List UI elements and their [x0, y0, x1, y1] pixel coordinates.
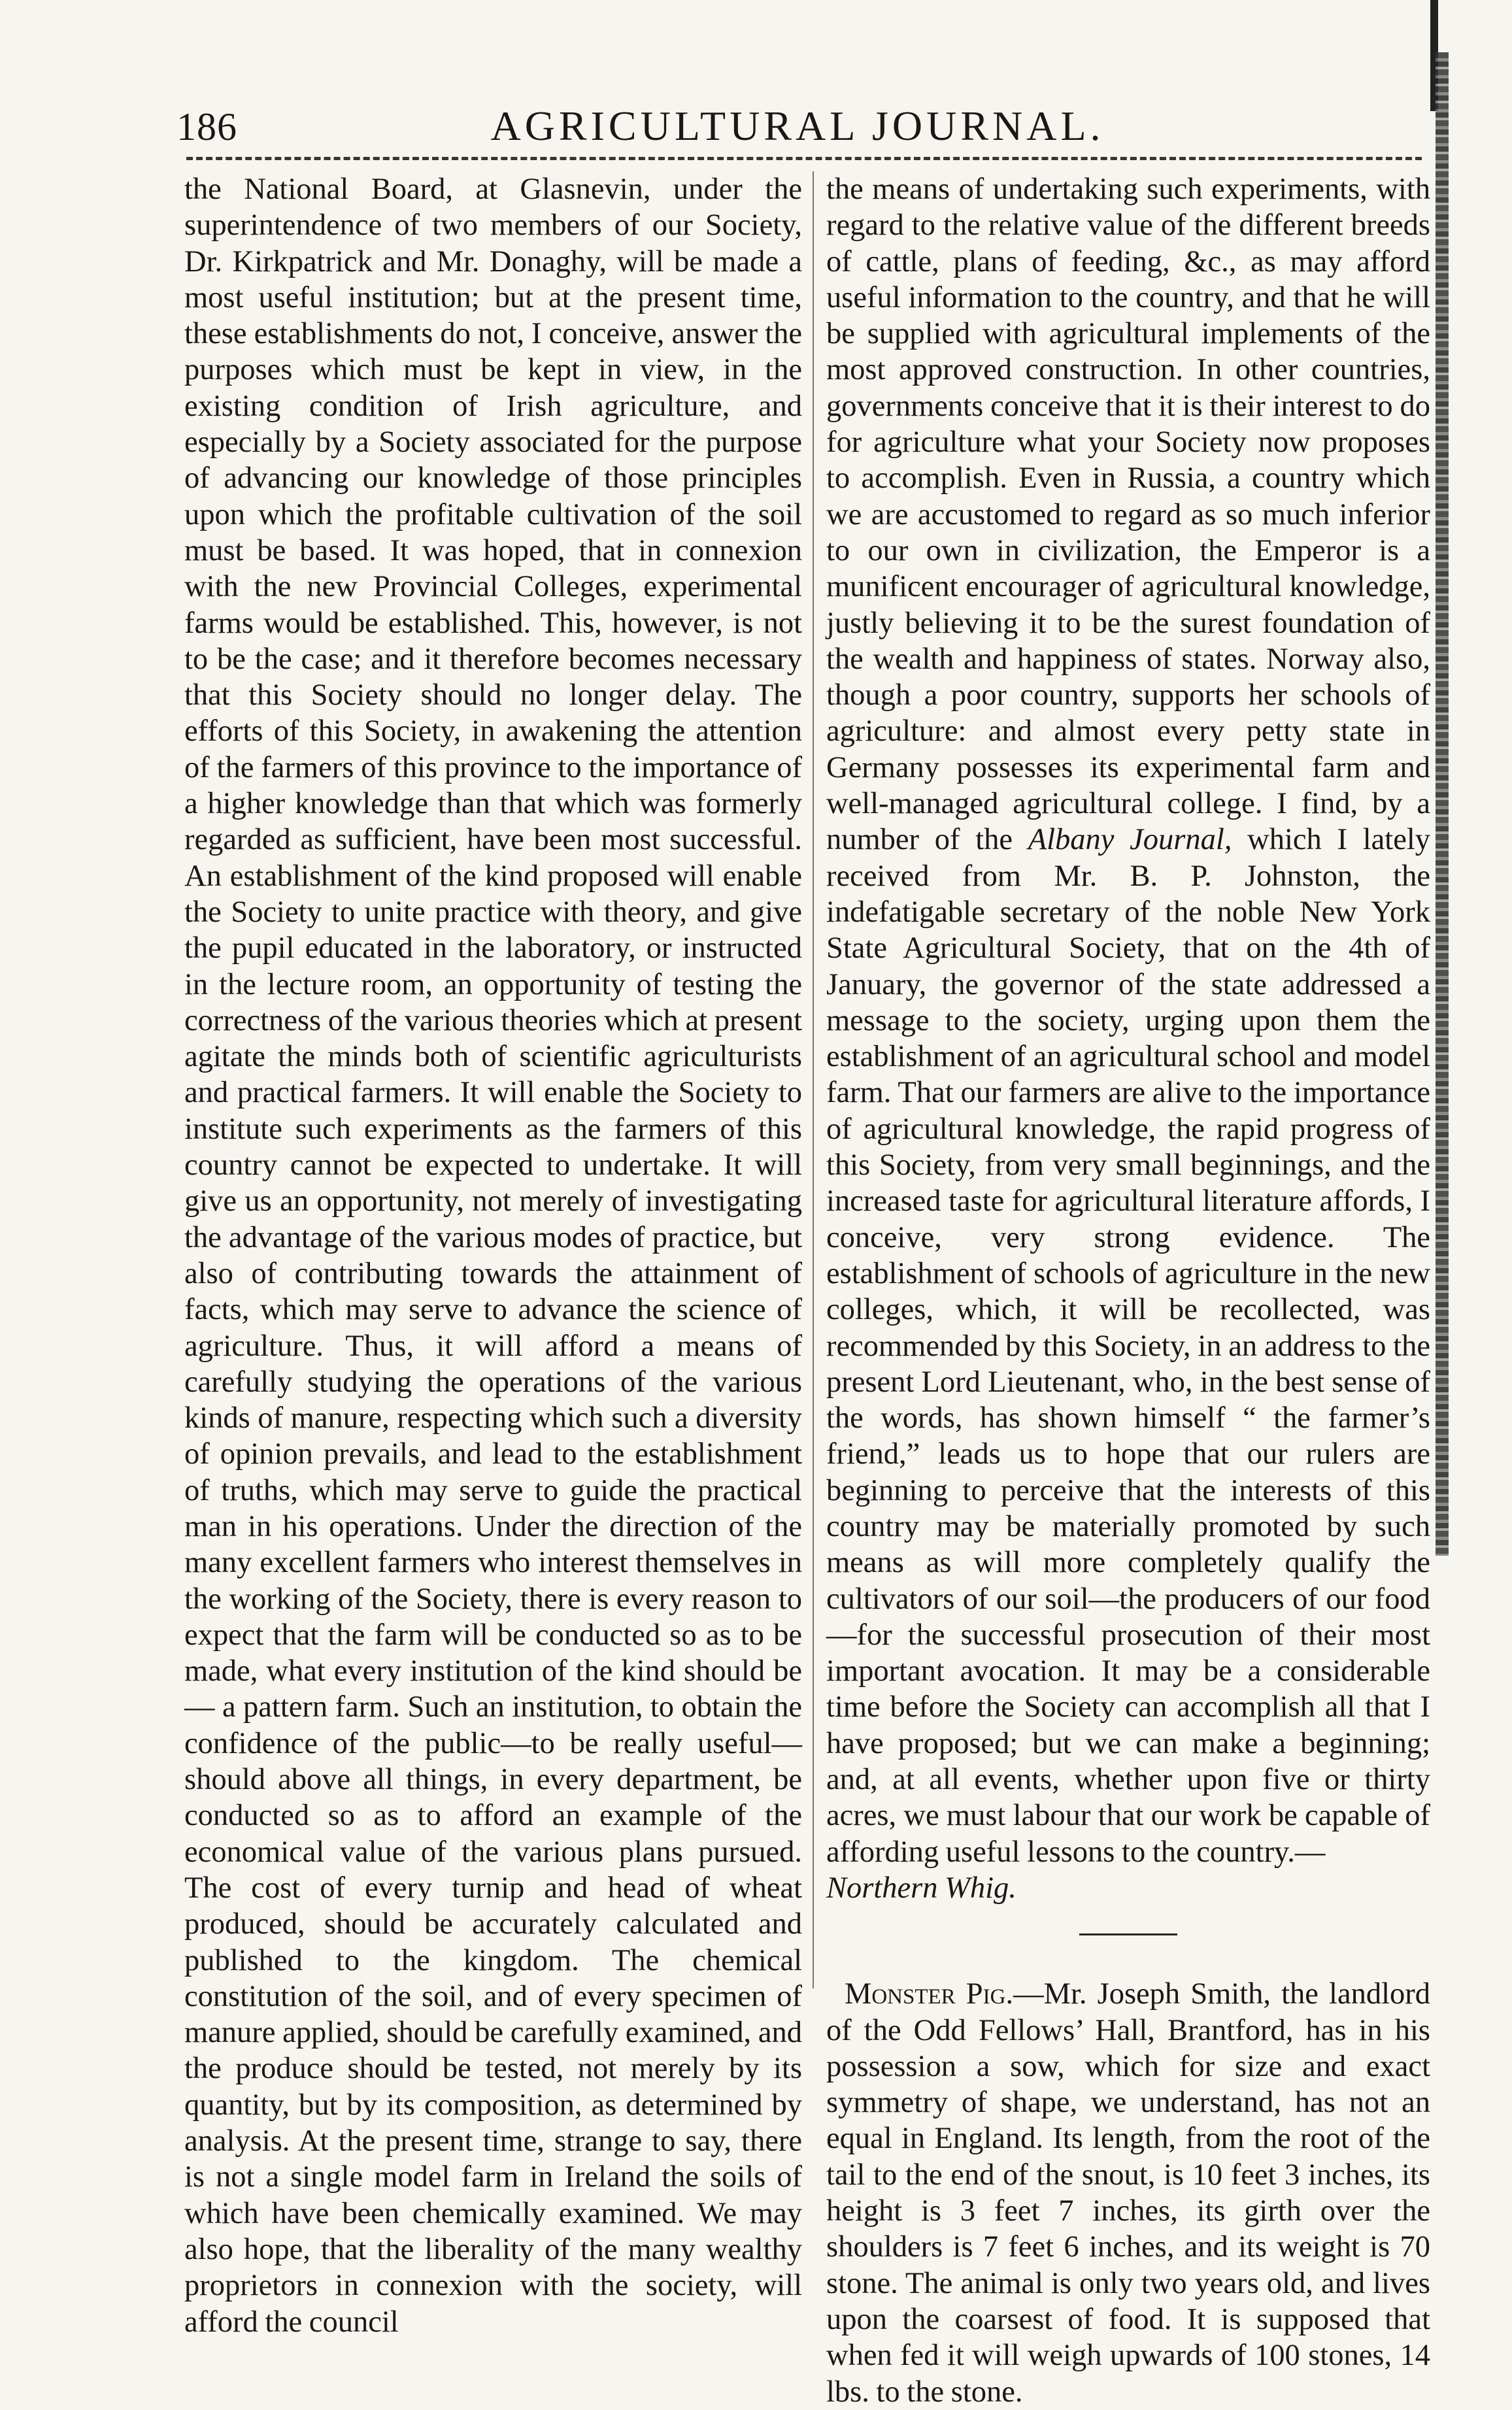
article-body: the means of undertaking such experiments, with regard to the relative value of the different breeds of cattle, plans of feeding, &c., as may afford useful information to the country, and that he will be supplied with agricultural implements of the most approved construction. In other countries, governments conceive that it is their interest to do for agriculture what your Society now proposes to accomplish. Even in Russia, a country which we are accustomed to regard as so much inferior to our own in civilization, the Emperor is a munificent encourager of agricultural knowledge, justly believing it to be the surest foundation of the wealth and happiness of states. Norway also, though a poor country, supports her schools of agriculture: and almost every petty state in Germany possesses its experimental farm and well-managed agricultural college. I find, by a number of the — [826, 173, 1430, 857]
monster-pig-article — [826, 1976, 1430, 2410]
section-divider — [1079, 1933, 1177, 1935]
article-heading: Monster Pig. — [845, 1977, 1014, 2011]
scan-edge-strip — [1436, 52, 1449, 1556]
article-text: —Mr. Joseph Smith, the landlord of the Odd Fellows’ Hall, Brantford, has in his possession a sow, which for size and exact symmetry of shape, we understand, has not an equal in England. Its length, from the root of the tail to the end of the snout, is 10 feet 3 inches, its height is 3 feet 7 inches, its girth over the shoulders is 7 feet 6 inches, and its weight is 70 stone. The animal is only two years old, and lives upon the coarsest of food. It is supposed that when fed it will weigh upwards of 100 stones, 14 lbs. to the stone. — [826, 1977, 1430, 2409]
page-number: 186 — [176, 105, 237, 148]
column-divider — [813, 171, 814, 1988]
running-title: AGRICULTURAL JOURNAL. — [490, 103, 1105, 149]
right-column — [826, 171, 1430, 2410]
article-body-continued: which I lately received from Mr. B. P. Johnston, the indefatigable secretary of the noble New York State Agricultural Society, that on the 4th of January, the governor of the state addressed a message to the society, urging upon them the establishment of an agricultural school and model farm. That our farmers are alive to the importance of agricultural knowledge, the rapid progress of this Society, from very small beginnings, and the increased taste for agricultural literature affords, I conceive, very strong evidence. The establishment of schools of agriculture in the new colleges, which, it will be recollected, was recommended by this Society, in an address to the present Lord Lieutenant, who, in the best sense of the words, has shown himself “ the farmer’s friend,” leads us to hope that our rulers are beginning to perceive that the interests of this country may be materially promoted by such means as will more completely qualify the cultivators of our soil—the producers of our food—for the successful prosecution of their most important avocation. It may be a considerable time before the Society can accomplish all that I have proposed; but we can make a beginning; and, at all events, whether upon five or thirty acres, we must labour that our work be capable of affording useful lessons to the country.— — [826, 823, 1430, 1869]
journal-name: Albany Journal, — [1028, 823, 1232, 857]
article-source: Northern Whig. — [826, 1871, 1016, 1905]
article-continuation — [826, 171, 1430, 1906]
left-column — [184, 171, 802, 2340]
left-column-text: the National Board, at Glasnevin, under the superintendence of two members of our Society, Dr. Kirkpatrick and Mr. Donaghy, will be made a most useful institution; but at the present time, these establishments do not, I conceive, answer the purposes which must be kept in view, in the existing condition of Irish agriculture, and especially by a Society associated for the purpose of advancing our knowledge of those principles upon which the profitable cultivation of the soil must be based. It was hoped, that in connexion with the new Provincial Colleges, experimental farms would be established. This, however, is not to be the case; and it therefore becomes necessary that this Society should no longer delay. The efforts of this Society, in awakening the attention of the farmers of this province to the importance of a higher knowledge than that which was formerly regarded as sufficient, have been most successful. An establishment of the kind proposed will enable the Society to unite practice with theory, and give the pupil educated in the laboratory, or instructed in the lecture room, an opportunity of testing the correctness of the various theories which at present agitate the minds both of scientific agriculturists and practical farmers. It will enable the Society to institute such experiments as the farmers of this country cannot be expected to undertake. It will give us an opportunity, not merely of investigating the advantage of the various modes of practice, but also of contributing towards the attainment of facts, which may serve to advance the science of agriculture. Thus, it will afford a means of carefully studying the operations of the various kinds of manure, respecting which such a diversity of opinion prevails, and lead to the establishment of truths, which may serve to guide the practical man in his operations. Under the direction of the many excellent farmers who interest themselves in the working of the Society, there is every reason to expect that the farm will be conducted so as to be made, what every institution of the kind should be— a pattern farm. Such an institution, to obtain the confidence of the public—to be really useful—should above all things, in every department, be conducted so as to afford an example of the economical value of the various plans pursued. The cost of every turnip and head of wheat produced, should be accurately calculated and published to the kingdom. The chemical constitution of the soil, and of every specimen of manure applied, should be carefully examined, and the produce should be tested, not merely by its quantity, but by its composition, as determined by analysis. At the present time, strange to say, there is not a single model farm in Ireland the soils of which have been chemically examined. We may also hope, that the liberality of the many wealthy proprietors in connexion with the society, will afford the council — [184, 173, 802, 2339]
header-rule — [186, 157, 1422, 160]
page-header — [176, 98, 1419, 157]
